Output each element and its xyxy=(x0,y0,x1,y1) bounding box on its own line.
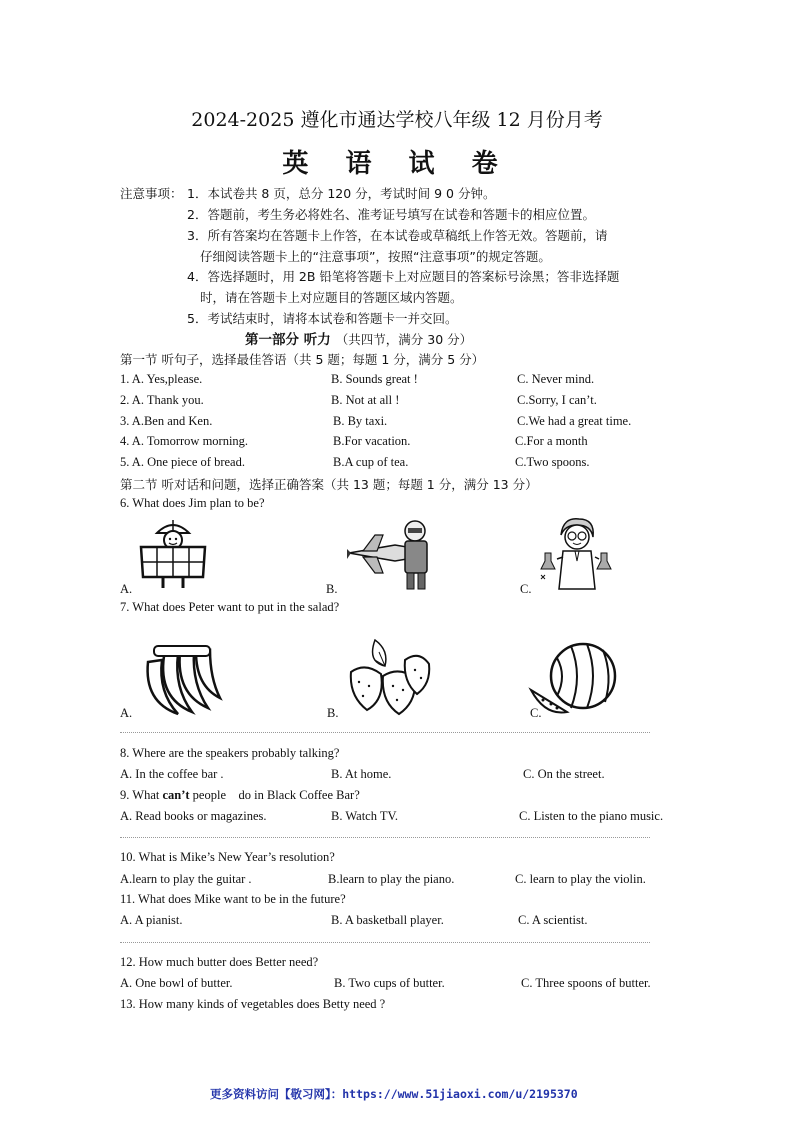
q5-option-a: 5. A. One piece of bread. xyxy=(120,455,245,469)
divider xyxy=(120,942,650,943)
note-item-3: 3．所有答案均在答题卡上作答，在本试卷或草稿纸上作答无效。答题前，请 xyxy=(187,228,608,243)
q1-option-a: 1. A. Yes,please. xyxy=(120,372,203,386)
q7-stem: 7. What does Peter want to put in the salad? xyxy=(120,600,340,614)
q7-label-a: A. xyxy=(120,706,133,720)
q4-option-b: B.For vacation. xyxy=(333,434,411,448)
q3-option-b: B. By taxi. xyxy=(333,414,388,428)
note-item-4: 4．答选择题时，用 2B 铅笔将答题卡上对应题目的答案标号涂黑；答非选择题 xyxy=(187,269,620,284)
note-item-4-cont: 时，请在答题卡上对应题目的答题区域内答题。 xyxy=(200,290,463,305)
q11-option-b: B. A basketball player. xyxy=(331,913,444,927)
q7-label-b: B. xyxy=(327,706,339,720)
q6-label-c: C. xyxy=(520,582,532,596)
q7-label-c: C. xyxy=(530,706,542,720)
q8-stem: 8. Where are the speakers probably talking? xyxy=(120,746,340,760)
q1-option-c: C. Never mind. xyxy=(517,372,595,386)
note-item-3-cont: 仔细阅读答题卡上的“注意事项”，按照“注意事项”的规定答题。 xyxy=(200,249,551,264)
q9-option-b: B. Watch TV. xyxy=(331,809,399,823)
q9-option-a: A. Read books or magazines. xyxy=(120,809,267,823)
exam-subtitle: 英 语 试 卷 xyxy=(282,149,512,179)
part1-title: 第一部分 听力 xyxy=(245,332,331,348)
q1-option-b: B. Sounds great ! xyxy=(331,372,418,386)
q9-stem-pre: 9. What xyxy=(120,788,163,802)
part1-heading xyxy=(245,328,472,348)
q10-option-c: C. learn to play the violin. xyxy=(515,872,646,886)
q5-option-c: C.Two spoons. xyxy=(515,455,590,469)
scientist-with-flasks-icon xyxy=(533,513,619,591)
q10-option-a: A.learn to play the guitar . xyxy=(120,872,252,886)
q9-stem-emphasis: can’t xyxy=(162,788,190,802)
part1-meta: （共四节，满分 30 分） xyxy=(335,332,473,347)
q2-option-c: C.Sorry, I can’t. xyxy=(517,393,597,407)
q4-option-c: C.For a month xyxy=(515,434,588,448)
q3-option-a: 3. A.Ben and Ken. xyxy=(120,414,213,428)
q12-stem: 12. How much butter does Better need? xyxy=(120,955,319,969)
divider xyxy=(120,837,650,838)
note-item-2: 2．答题前，考生务必将姓名、准考证号填写在试卷和答题卡的相应位置。 xyxy=(187,207,595,222)
pilot-with-jet-icon xyxy=(345,513,433,591)
note-item-1: 1．本试卷共 8 页，总分 120 分，考试时间 9 0 分钟。 xyxy=(187,186,496,201)
q10-stem: 10. What is Mike’s New Year’s resolution? xyxy=(120,850,335,864)
q6-stem: 6. What does Jim plan to be? xyxy=(120,496,265,510)
q9-stem-post: people do in Black Coffee Bar? xyxy=(189,788,360,802)
q9-stem xyxy=(120,788,360,803)
q13-stem: 13. How many kinds of vegetables does Betty need ? xyxy=(120,997,386,1011)
q12-option-c: C. Three spoons of butter. xyxy=(521,976,651,990)
q5-option-b: B.A cup of tea. xyxy=(333,455,409,469)
section1-heading: 第一节 听句子，选择最佳答语（共 5 题；每题 1 分，满分 5 分） xyxy=(120,352,485,367)
q10-option-b: B.learn to play the piano. xyxy=(328,872,455,886)
divider xyxy=(120,732,650,733)
exam-title: 2024-2025 遵化市通达学校八年级 12 月份月考 xyxy=(191,109,603,131)
q6-label-a: A. xyxy=(120,582,133,596)
q8-option-b: B. At home. xyxy=(331,767,392,781)
bananas-icon xyxy=(138,642,224,718)
q9-option-c: C. Listen to the piano music. xyxy=(519,809,664,823)
q8-option-a: A. In the coffee bar . xyxy=(120,767,224,781)
q12-option-b: B. Two cups of butter. xyxy=(334,976,445,990)
note-item-5: 5．考试结束时，请将本试卷和答题卡一并交回。 xyxy=(187,311,458,326)
strawberries-icon xyxy=(345,636,433,718)
q2-option-b: B. Not at all ! xyxy=(331,393,400,407)
section2-heading: 第二节 听对话和问题，选择正确答案（共 13 题；每题 1 分，满分 13 分） xyxy=(120,477,538,492)
q11-option-a: A. A pianist. xyxy=(120,913,183,927)
q11-stem: 11. What does Mike want to be in the future? xyxy=(120,892,346,906)
notes-label: 注意事项： xyxy=(120,186,183,201)
q8-option-c: C. On the street. xyxy=(523,767,605,781)
q12-option-a: A. One bowl of butter. xyxy=(120,976,233,990)
q11-option-c: C. A scientist. xyxy=(518,913,588,927)
engineer-with-blueprint-icon xyxy=(133,515,213,590)
q4-option-a: 4. A. Tomorrow morning. xyxy=(120,434,249,448)
q2-option-a: 2. A. Thank you. xyxy=(120,393,204,407)
q6-label-b: B. xyxy=(326,582,338,596)
q3-option-c: C.We had a great time. xyxy=(517,414,632,428)
footer-link[interactable]: 更多资料访问【敬习网】：https://www.51jiaoxi.com/u/2195370 xyxy=(210,1087,578,1101)
